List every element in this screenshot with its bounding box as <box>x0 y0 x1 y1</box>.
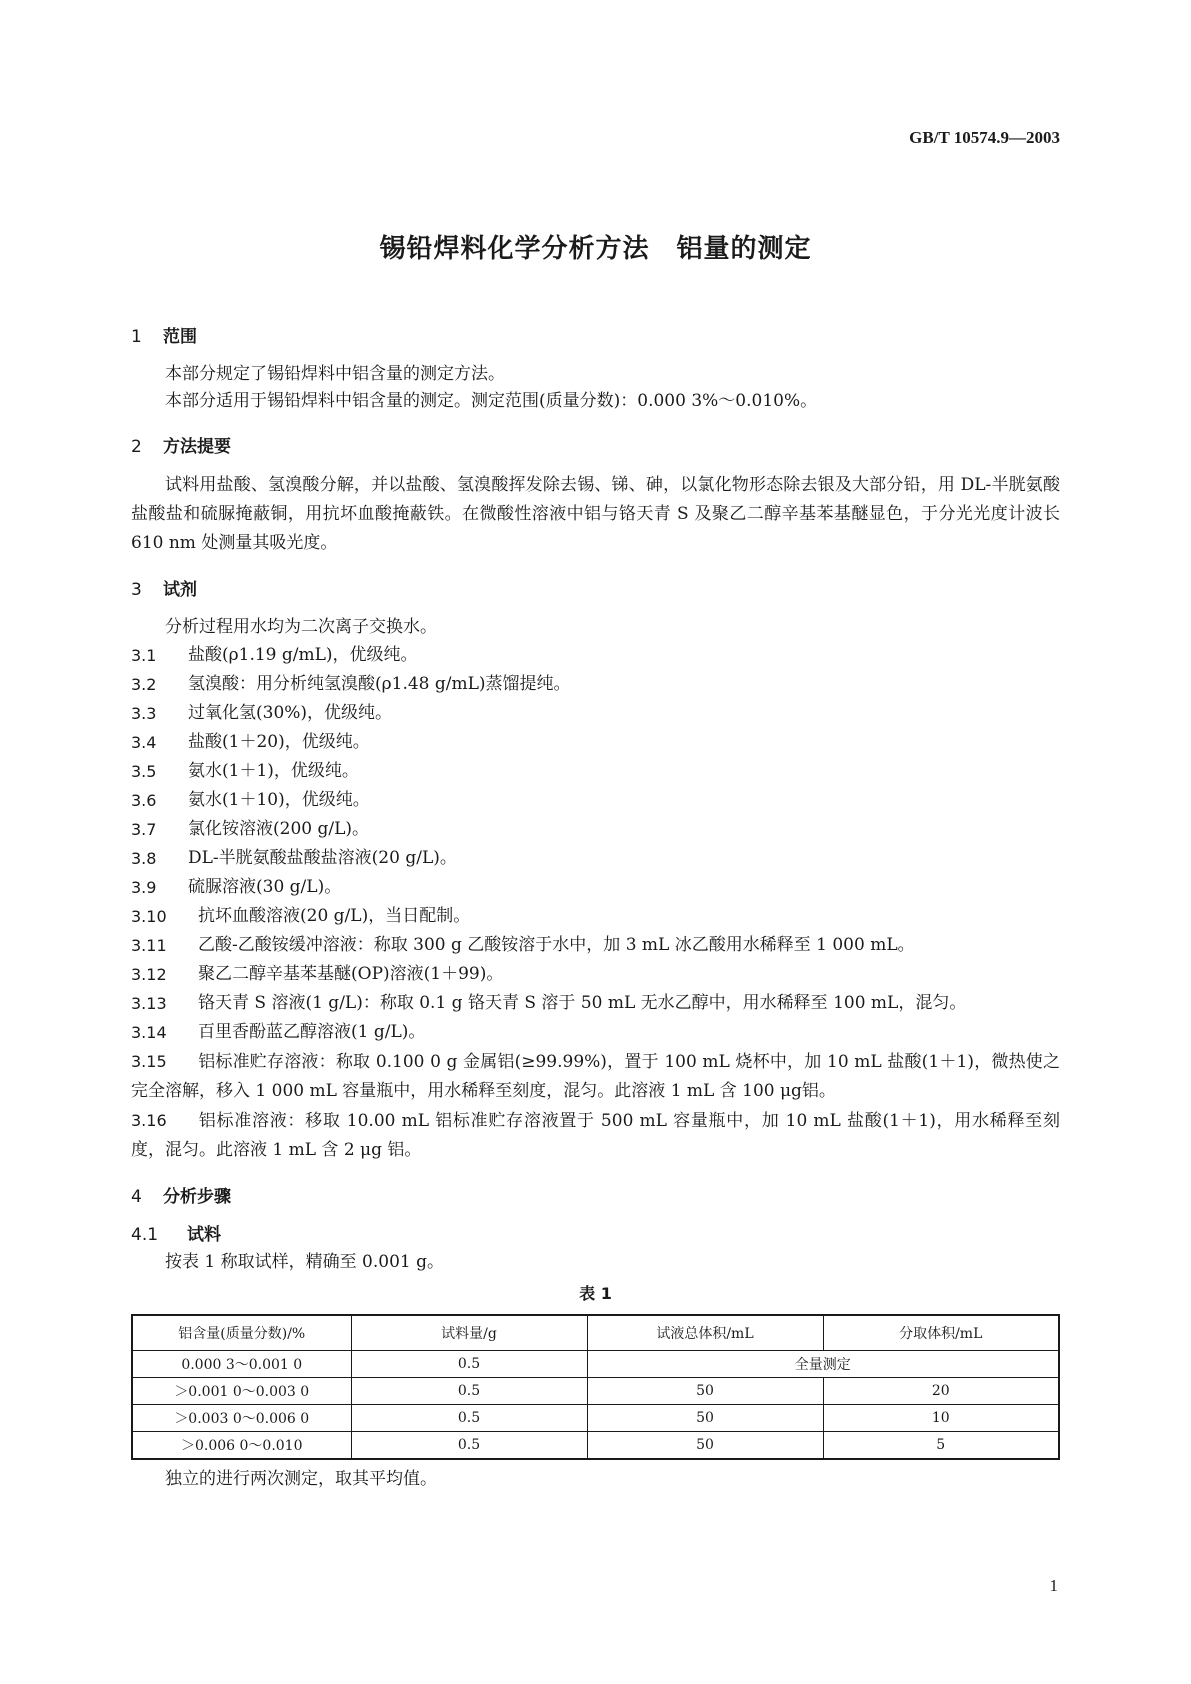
item-text: 盐酸(1＋20)，优级纯。 <box>188 732 370 752</box>
item-number: 3.15 <box>131 1052 167 1071</box>
reagent-item <box>131 641 1060 670</box>
item-number: 3.2 <box>131 675 157 694</box>
reagent-item <box>131 1106 1060 1165</box>
table-row <box>132 1351 1059 1378</box>
reagent-item <box>131 1018 1060 1047</box>
table-cell: ＞0.001 0～0.003 0 <box>132 1378 351 1405</box>
paragraph: 本部分适用于锡铅焊料中铝含量的测定。测定范围(质量分数)：0.000 3%～0.010%。 <box>165 391 818 411</box>
item-text: 过氧化氢(30%)，优级纯。 <box>188 703 393 723</box>
item-number: 3.6 <box>131 791 157 810</box>
table-cell: 50 <box>587 1405 823 1432</box>
table-row <box>132 1378 1059 1405</box>
table-cell: 0.000 3～0.001 0 <box>132 1351 351 1378</box>
paragraph: 试料用盐酸、氢溴酸分解，并以盐酸、氢溴酸挥发除去锡、锑、砷，以氯化物形态除去银及大部分铅，用 DL-半胱氨酸盐酸盐和硫脲掩蔽铜，用抗坏血酸掩蔽铁。在微酸性溶液中铝与铬天青 S 及聚乙二醇辛基苯基醚显色，于分光光度计波长 610 nm 处测量其吸光度。 <box>131 475 1060 553</box>
table-cell: 20 <box>823 1378 1059 1405</box>
table-cell: 0.5 <box>351 1378 587 1405</box>
table-cell: 50 <box>587 1378 823 1405</box>
section-title: 方法提要 <box>163 437 231 457</box>
reagent-item <box>131 670 1060 699</box>
reagent-item <box>131 989 1060 1018</box>
section-1-body <box>131 361 1060 415</box>
section-4-heading <box>131 1183 1060 1211</box>
item-text: 硫脲溶液(30 g/L)。 <box>188 877 342 897</box>
item-text: 盐酸(ρ1.19 g/mL)，优级纯。 <box>188 645 418 665</box>
item-text: 氨水(1＋10)，优级纯。 <box>188 790 370 810</box>
item-text: 氢溴酸：用分析纯氢溴酸(ρ1.48 g/mL)蒸馏提纯。 <box>188 674 571 694</box>
paragraph: 按表 1 称取试样，精确至 0.001 g。 <box>165 1252 444 1272</box>
reagent-item <box>131 728 1060 757</box>
item-number: 3.13 <box>131 994 167 1013</box>
item-number: 3.16 <box>131 1111 167 1130</box>
column-header: 试液总体积/mL <box>587 1315 823 1351</box>
table-cell: 50 <box>587 1432 823 1460</box>
section-number: 4 <box>131 1187 142 1207</box>
item-number: 3.5 <box>131 762 157 781</box>
section-title: 分析步骤 <box>163 1187 231 1207</box>
section-number: 3 <box>131 580 142 600</box>
item-text: 抗坏血酸溶液(20 g/L)，当日配制。 <box>198 906 471 926</box>
item-number: 3.11 <box>131 936 167 955</box>
paragraph: 本部分规定了锡铅焊料中铝含量的测定方法。 <box>165 364 505 384</box>
table-cell: ＞0.006 0～0.010 <box>132 1432 351 1460</box>
item-number: 3.14 <box>131 1023 167 1042</box>
table-header-row <box>132 1315 1059 1351</box>
table-cell-merged: 全量测定 <box>587 1351 1059 1378</box>
reagent-item <box>131 1047 1060 1106</box>
item-number: 3.7 <box>131 820 157 839</box>
section-number: 2 <box>131 437 142 457</box>
subsection-4-1-heading <box>131 1221 1060 1249</box>
section-number: 1 <box>131 327 142 347</box>
item-text: 百里香酚蓝乙醇溶液(1 g/L)。 <box>198 1022 426 1042</box>
item-text: 氯化铵溶液(200 g/L)。 <box>188 819 370 839</box>
section-2-heading <box>131 433 1060 461</box>
paragraph: 独立的进行两次测定，取其平均值。 <box>165 1469 437 1489</box>
item-text: 氨水(1＋1)，优级纯。 <box>188 761 359 781</box>
sample-mass-table <box>131 1314 1060 1460</box>
section-2-body <box>131 471 1060 558</box>
table-cell: 10 <box>823 1405 1059 1432</box>
table-cell: ＞0.003 0～0.006 0 <box>132 1405 351 1432</box>
reagent-item <box>131 815 1060 844</box>
item-text: DL-半胱氨酸盐酸盐溶液(20 g/L)。 <box>188 848 457 868</box>
table-cell: 0.5 <box>351 1351 587 1378</box>
item-text: 乙酸-乙酸铵缓冲溶液：称取 300 g 乙酸铵溶于水中，加 3 mL 冰乙酸用水稀释至 1 000 mL。 <box>198 935 915 955</box>
section-title: 范围 <box>163 327 197 347</box>
reagent-item <box>131 960 1060 989</box>
item-number: 3.4 <box>131 733 157 752</box>
reagent-item <box>131 757 1060 786</box>
document-title: 锡铅焊料化学分析方法 铝量的测定 <box>379 234 812 264</box>
item-number: 3.12 <box>131 965 167 984</box>
item-number: 3.9 <box>131 878 157 897</box>
reagent-item <box>131 873 1060 902</box>
reagent-item <box>131 931 1060 960</box>
item-text: 聚乙二醇辛基苯基醚(OP)溶液(1＋99)。 <box>198 964 504 984</box>
item-number: 3.8 <box>131 849 157 868</box>
section-title: 试剂 <box>163 580 197 600</box>
item-text: 铬天青 S 溶液(1 g/L)：称取 0.1 g 铬天青 S 溶于 50 mL 无水乙醇中，用水稀释至 100 mL，混匀。 <box>198 993 967 1013</box>
subsection-title: 试料 <box>187 1225 221 1245</box>
item-number: 3.10 <box>131 907 167 926</box>
item-number: 3.3 <box>131 704 157 723</box>
table-title: 表 1 <box>579 1284 612 1303</box>
reagent-item <box>131 786 1060 815</box>
reagent-item <box>131 902 1060 931</box>
item-text: 铝标准溶液：移取 10.00 mL 铝标准贮存溶液置于 500 mL 容量瓶中，加 10 mL 盐酸(1＋1)，用水稀释至刻度，混匀。此溶液 1 mL 含 2 μg 铝。 <box>131 1111 1060 1160</box>
table-cell: 5 <box>823 1432 1059 1460</box>
document-body <box>131 323 1060 1493</box>
standard-code: GB/T 10574.9—2003 <box>909 128 1060 147</box>
table-row <box>132 1432 1059 1460</box>
column-header: 试料量/g <box>351 1315 587 1351</box>
page-number: 1 <box>1049 1576 1058 1595</box>
reagent-item <box>131 844 1060 873</box>
item-text: 铝标准贮存溶液：称取 0.100 0 g 金属铝(≥99.99%)，置于 100 mL 烧杯中，加 10 mL 盐酸(1＋1)，微热使之完全溶解，移入 1 000 mL 容量瓶中，用水稀释至刻度，混匀。此溶液 1 mL 含 100 μg铝。 <box>131 1052 1060 1101</box>
section-3-heading <box>131 576 1060 604</box>
section-3-body <box>131 614 1060 1165</box>
subsection-number: 4.1 <box>131 1225 159 1245</box>
table-row <box>132 1405 1059 1432</box>
column-header: 分取体积/mL <box>823 1315 1059 1351</box>
table-cell: 0.5 <box>351 1405 587 1432</box>
table-cell: 0.5 <box>351 1432 587 1460</box>
section-1-heading <box>131 323 1060 351</box>
item-number: 3.1 <box>131 646 157 665</box>
reagent-item <box>131 699 1060 728</box>
column-header: 铝含量(质量分数)/% <box>132 1315 351 1351</box>
paragraph: 分析过程用水均为二次离子交换水。 <box>165 617 437 637</box>
